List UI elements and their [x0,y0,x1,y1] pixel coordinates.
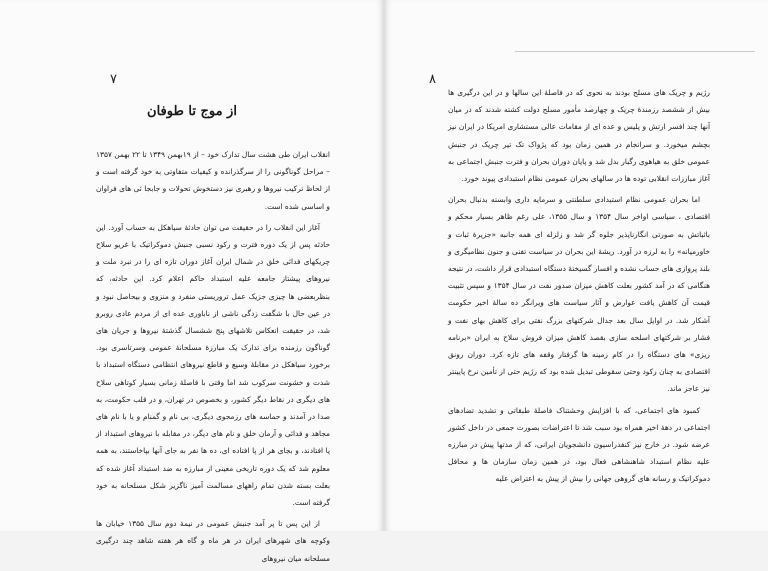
right-page [384,0,768,531]
page-number: ۷ [110,72,117,87]
left-page [0,0,384,563]
header-rule [515,51,755,52]
paragraph: از این پس تا پر آمد جنبش عمومی در نیمهٔ دوم سال ۱۳۵۵ خیابان ها وکوچه های شهرهای ایران در هر ماه و گاه هر هفته شاهد چند درگیری مسلحانه میان نیروهای [96,519,330,563]
paragraph: رژیم و چریک های مسلح بودند به نحوی که در فاصلهٔ این سالها و در این درگیری ها بیش از ششصد رزمندهٔ چریک و چهارصد مأمور مسلح دولت کشته شدند که در میان آنها چند افسر ارتش و پلیس و عده ای از مقامات عالی مستشاری امریکا در ایران نیز بچشم میخورد. و سرانجام در همین زمان بود که پژواک تک تیر چریک در جنبش عمومی خلق به هیاهوی رگبار بدل شد و پایان دوران بحران و فترت جنبش اجتماعی به آغاز مبارزات انقلابی توده ها در سالهای بحران عمومی نظام استبدادی پیوند خورد. [448,88,710,184]
paragraph: کمبود های اجتماعی، که با افزایش وحشتناک فاصلهٔ طبقاتی و تشدید تضادهای اجتماعی در دههٔ اخیر همراه بود سبب شد تا اعتراضات بصورت جمعی در داخل کشور عرضه شود. در خارج نیز کنفدراسیون دانشجویان ایرانی، که از مدتها پیش در مبارزه علیه نظام استبداد شاهنشاهی فعال بود، در همین زمان سازمان ها و محافل دموکراتیک و رسانه های گروهی جهانی را بیش از پیش به اعتراض علیه [448,405,710,484]
paragraph: اما بحران عمومی نظام استبدادی سلطنتی و سرمایه داری وابسته بدنبال بحران اقتصادی ، سیاسی اواخر سال ۱۳۵۴ و سال ۱۳۵۵، علی رغم ظاهر بسیار محکم و باثباتش به صورتی انگارناپذیر جلوه گر شد و زلزله ای همه جانبه «جزیرهٔ ثبات و خاورمیانه» را به لرزه در آورد. ریشهٔ این بحران در سیاست تفنی و جنون نظامیگری و بلند پروازی های حساب نشده و افسار گسیختهٔ دستگاه استبدادی قرار داشت، در نتیجه هنگامی که در آمد کشور بعلت کاهش میزان صدور نفت در سال ۱۳۵۴ و سپس تثبیت قیمت آن کاهش یافت عوارض و آثار سیاست های ویرانگر ده سالهٔ اخیر حکومت آشکار شد. در اوایل سال بعد جدال شرکتهای بزرگ نفتی برای کاهش بهای نفت و فشار بر شرکتهای اسلحه سازی بقصد کاهش میزان فروش سلاح به ایران «برنامه ریزی» های دستگاه را در کام زمینه ها گرفتار وقفه های تازه کرد. دوران رونق اقتصادی به چنان رکود وحتی سقوطی تبدیل شده بود که رژیم حتی از تأمین نرخ پایینتر نیز عاجز ماند. [447,195,711,394]
chapter-title: از موج تا طوفان [147,104,237,119]
body-text [448,84,710,492]
paragraph: انقلاب ایران طی هشت سال تدارک خود – از ۱۹بهمن ۱۳۴۹ تا ۲۲ بهمن ۱۳۵۷ – مراحل گوناگونی را از سرگذرانده و کیفیات متفاوتی به خود گرفته است و از لحاظ ترکیب نیروها و رهبری نیز دستخوش تحولات و جابجا ئی های فراوان و اساسی شده است. [96,150,330,211]
body-text [96,146,330,571]
paragraph: آغاز این انقلاب را در حقیقت می توان حادثهٔ سیاهکل به حساب آورد. این حادثه پس از یک دوره فترت و رکود نسبی جنبش دموکراتیک با غریو سلاح چریکهای فدائی خلق در شمال ایران آغاز دوران تازه ای را در نبرد ملت و نیروهای پیشتاز جامعه علیه استبداد حاکم اعلام کرد. این حادثه، که بنظربعضی ها چیزی جزیک عمل تروریستی منفرد و منزوی و بیحاصل نبود و در عین حال با شگفت زدگی ناشی از ناباوری عده ای از مردم عادی روبرو شد، در حقیقت انعکاس تلاشهای پنج ششسال گذشتهٔ نیروها و جریان های گوناگون رزمنده برای تدارک یک مبارزهٔ مسلحانهٔ عمومی وسرتاسری بود. برخورد سیاهکل در مقابلهٔ وسیع و قاطع نیروهای انتظامی دستگاه استبداد با شدت و خشونت سرکوب شد اما وقتی با فاصلهٔ زمانی بسیار کوتاهی سلاح های دیگری در نقاط دیگر کشور، و بخصوص در تهران، و در قلب حکومت، به صدا در آمدند و حماسه های رزمجوی دیگری، بی نام و گمنام و یا با نام های مجاهد و فدائی و آرمان خلق و نام های دیگر، در مقابله با نیروهای استبداد از پا افتادند، و بجای هر از پا افتاده ای، ده ها نفر به جای آنها بپاخاستند، به همه معلوم شد که یک دوره تاریخی معینی از مبارزه به ضد استبداد آغاز شده که بعلت بسته شدن تمام راههای مسالمت آمیز ناگزیر شکل مسلحانه به خود گرفته است. [96,222,330,508]
page-number: ۸ [429,72,436,87]
